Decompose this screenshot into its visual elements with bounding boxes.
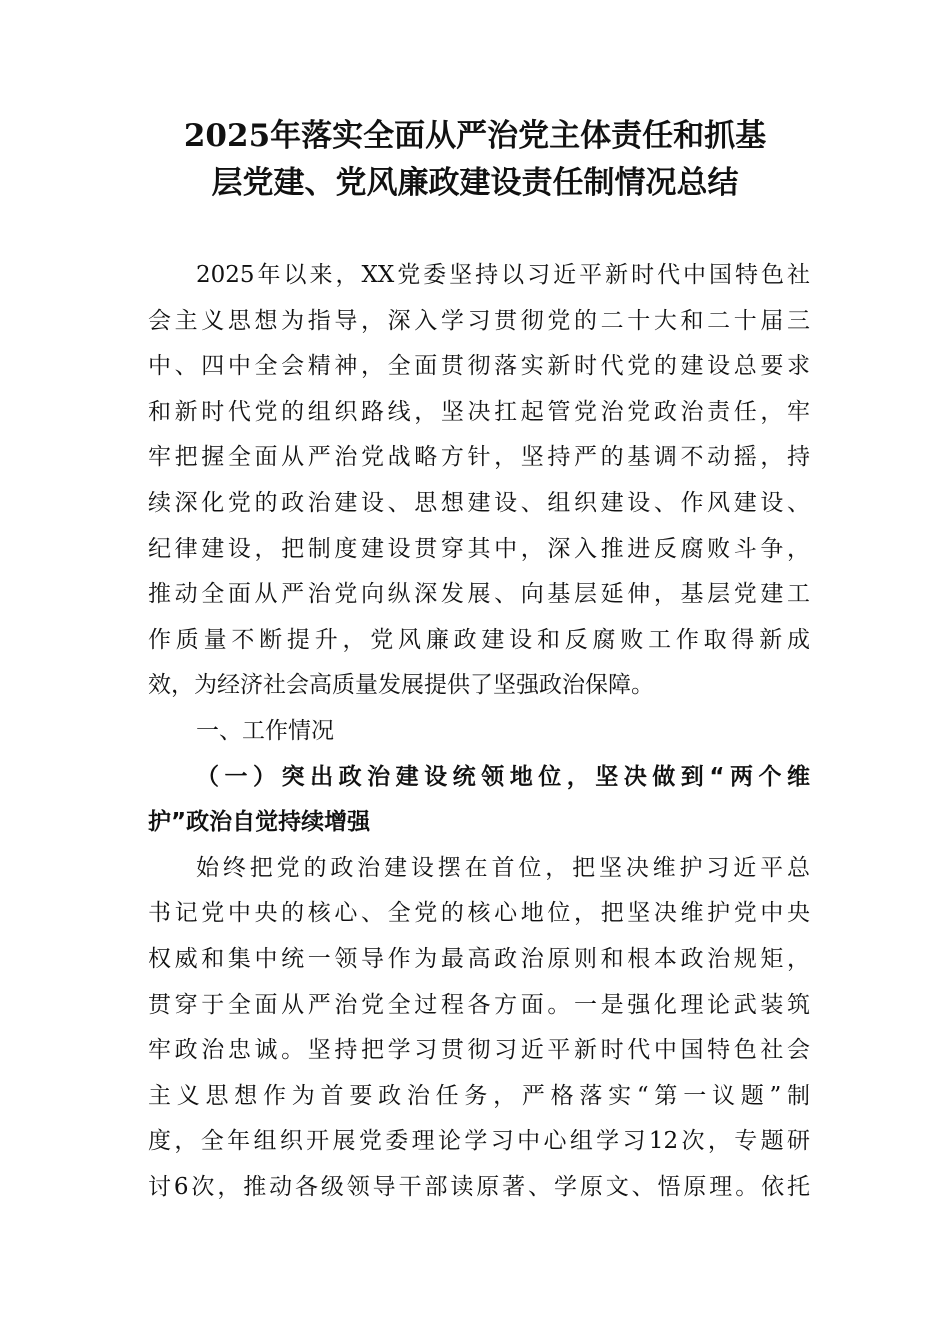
subsection-heading: [148, 755, 810, 846]
intro-line-6: 续深化党的政治建设、思想建设、组织建设、作风建设、: [148, 489, 810, 516]
body-line-5: 牢政治忠诚。坚持把学习贯彻习近平新时代中国特色社会: [148, 1037, 810, 1064]
intro-line-1: 2025年以来，XX党委坚持以习近平新时代中国特色社: [196, 262, 810, 288]
intro-paragraph: [148, 253, 810, 709]
document-body: [148, 253, 810, 1210]
intro-line-10: 效，为经济社会高质量发展提供了坚强政治保障。: [148, 672, 654, 699]
intro-line-7: 纪律建设，把制度建设贯穿其中，深入推进反腐败斗争，: [148, 535, 810, 562]
intro-line-9: 作质量不断提升，党风廉政建设和反腐败工作取得新成: [148, 626, 810, 653]
body-line-7: 度，全年组织开展党委理论学习中心组学习12次，专题研: [148, 1128, 810, 1155]
intro-line-4: 和新时代党的组织路线，坚决扛起管党治党政治责任，牢: [148, 398, 810, 425]
body-line-1: 始终把党的政治建设摆在首位，把坚决维护习近平总: [196, 854, 810, 881]
intro-line-2: 会主义思想为指导，深入学习贯彻党的二十大和二十届三: [148, 307, 810, 334]
intro-line-5: 牢把握全面从严治党战略方针，坚持严的基调不动摇，持: [148, 444, 810, 471]
intro-line-8: 推动全面从严治党向纵深发展、向基层延伸，基层党建工: [148, 581, 810, 608]
body-line-2: 书记党中央的核心、全党的核心地位，把坚决维护党中央: [148, 900, 810, 927]
subsection-heading-line-2: 护”政治自觉持续增强: [148, 809, 371, 836]
intro-line-3: 中、四中全会精神，全面贯彻落实新时代党的建设总要求: [148, 353, 810, 380]
title-line-2: 层党建、党风廉政建设责任制情况总结: [211, 165, 739, 201]
subsection-paragraph: [148, 846, 810, 1211]
subsection-heading-line-1: （一）突出政治建设统领地位，坚决做到“两个维: [196, 763, 810, 790]
section-heading-work-status: 一、工作情况: [196, 717, 334, 744]
body-line-8: 讨6次，推动各级领导干部读原著、学原文、悟原理。依托: [148, 1173, 810, 1200]
title-line-1: 2025年落实全面从严治党主体责任和抓基: [183, 118, 767, 154]
document-title: [130, 113, 820, 207]
body-line-6: 主义思想作为首要政治任务，严格落实“第一议题”制: [148, 1082, 810, 1109]
body-line-4: 贯穿于全面从严治党全过程各方面。一是强化理论武装筑: [148, 991, 810, 1018]
body-line-3: 权威和集中统一领导作为最高政治原则和根本政治规矩，: [148, 945, 810, 972]
